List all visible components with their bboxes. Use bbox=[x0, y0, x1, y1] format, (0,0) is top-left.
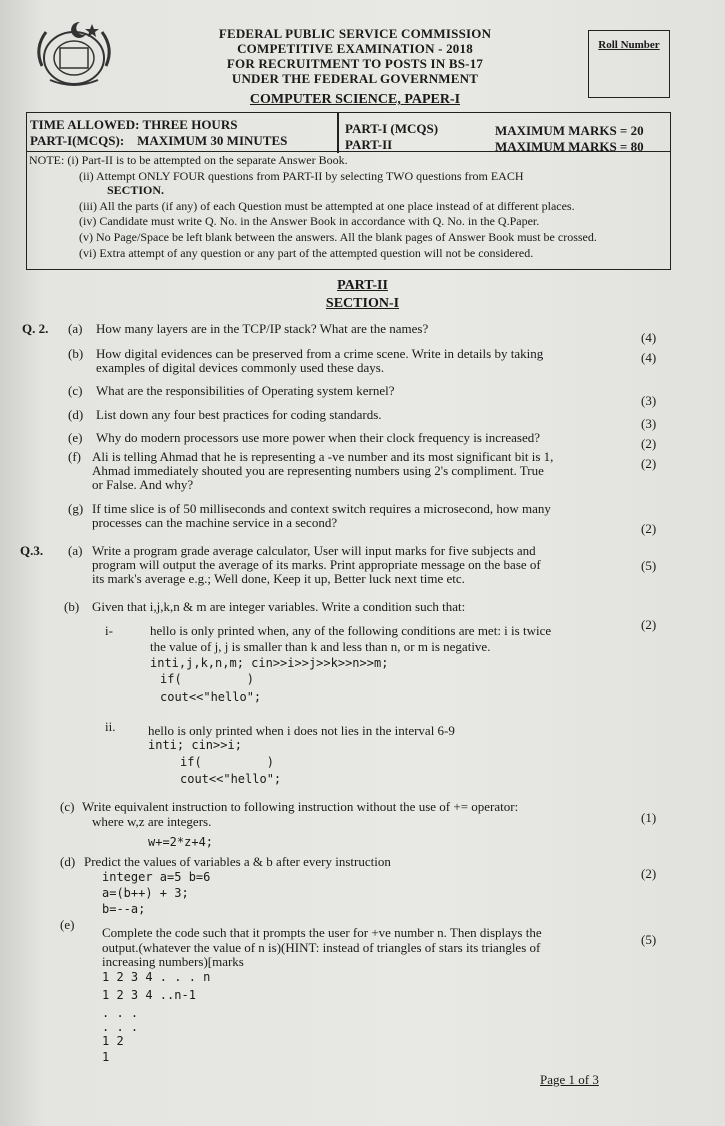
q3-number: Q.3. bbox=[20, 543, 44, 558]
q3e-output-6: 1 bbox=[102, 1050, 110, 1064]
q2-number: Q. 2. bbox=[22, 321, 49, 336]
q3d-code-1: integer a=5 b=6 bbox=[102, 870, 211, 884]
q3e-output-1: 1 2 3 4 . . . n bbox=[102, 970, 211, 984]
q3bii-label: ii. bbox=[105, 719, 116, 734]
q2g-label: (g) bbox=[68, 501, 84, 516]
q3d-text: Predict the values of variables a & b after every instruction bbox=[84, 854, 391, 869]
q2a-text: How many layers are in the TCP/IP stack? What are the names? bbox=[96, 321, 429, 336]
note-iv: (iv) Candidate must write Q. No. in the Answer Book in accordance with Q. No. in the Q.Paper. bbox=[79, 214, 540, 228]
q2g-marks: (2) bbox=[641, 521, 657, 536]
q2d-text: List down any four best practices for coding standards. bbox=[96, 407, 382, 422]
q3bii-code-3: cout<<"hello"; bbox=[180, 772, 282, 786]
notes-box bbox=[26, 152, 671, 270]
note-ii: (ii) Attempt ONLY FOUR questions from PART-II by selecting TWO questions from EACH bbox=[79, 169, 524, 183]
q2f-marks: (2) bbox=[641, 456, 657, 471]
header-line-1: FEDERAL PUBLIC SERVICE COMMISSION bbox=[218, 26, 492, 41]
time-marks-box bbox=[26, 112, 671, 152]
exam-header bbox=[140, 26, 570, 86]
q3bi-label: i- bbox=[105, 623, 113, 638]
part1-label: PART-I (MCQS) bbox=[345, 121, 439, 136]
q3bii-text: hello is only printed when i does not lies in the interval 6-9 bbox=[148, 723, 455, 738]
q3b-label: (b) bbox=[64, 599, 80, 614]
q3e-marks: (5) bbox=[641, 932, 657, 947]
q3e-output-5: 1 2 bbox=[102, 1034, 124, 1048]
q2a-marks: (4) bbox=[641, 330, 657, 345]
q2c-label: (c) bbox=[68, 383, 83, 398]
part-title: PART-II bbox=[337, 278, 388, 293]
q3bii-code-2: if( ) bbox=[180, 755, 274, 769]
q3b-marks: (2) bbox=[641, 617, 657, 632]
q3a-text-1: Write a program grade average calculator, User will input marks for five subjects and bbox=[92, 543, 536, 558]
header-line-4: UNDER THE FEDERAL GOVERNMENT bbox=[231, 71, 479, 86]
q3c-code: w+=2*z+4; bbox=[148, 835, 214, 849]
q2b-text-2: examples of digital devices commonly used these days. bbox=[96, 360, 385, 375]
q3a-text-3: its mark's average e.g.; Well done, Keep it up, Better luck next time etc. bbox=[92, 571, 465, 586]
q2g-text-2: processes can the machine service in a second? bbox=[92, 515, 338, 530]
q3e-label: (e) bbox=[60, 917, 75, 932]
note-iii: (iii) All the parts (if any) of each Question must be attempted at one place instead of at different places. bbox=[79, 199, 575, 213]
q3a-label: (a) bbox=[68, 543, 83, 558]
q3bii-code-1: inti; cin>>i; bbox=[148, 738, 242, 752]
q2b-text-1: How digital evidences can be preserved from a crime scene. Write in details by taking bbox=[96, 346, 544, 361]
q3e-text-3: increasing numbers)[marks bbox=[102, 954, 244, 969]
q3bi-text-2: the value of j, j is smaller than k and less than n, or m is negative. bbox=[150, 639, 491, 654]
q3e-output-4: . . . bbox=[102, 1020, 139, 1034]
q3b-text: Given that i,j,k,n & m are integer variables. Write a condition such that: bbox=[92, 599, 466, 614]
part1-time: PART-I(MCQS): MAXIMUM 30 MINUTES bbox=[30, 133, 288, 148]
q3c-label: (c) bbox=[60, 799, 75, 814]
q3d-code-3: b=--a; bbox=[102, 902, 146, 916]
q3a-text-2: program will output the average of its marks. Print appropriate message on the base of bbox=[92, 557, 541, 572]
q2f-text-3: or False. And why? bbox=[92, 477, 194, 492]
part2-label: PART-II bbox=[345, 137, 393, 152]
q3a-marks: (5) bbox=[641, 558, 657, 573]
q2f-text-1: Ali is telling Ahmad that he is representing a -ve number and its most significant bit is 1, bbox=[92, 449, 554, 464]
q2a-label: (a) bbox=[68, 321, 83, 336]
roll-number-box[interactable] bbox=[588, 30, 670, 98]
q2c-text: What are the responsibilities of Operating system kernel? bbox=[96, 383, 395, 398]
fpsc-emblem-icon bbox=[30, 18, 118, 90]
q2b-marks: (4) bbox=[641, 350, 657, 365]
q2e-marks: (2) bbox=[641, 436, 657, 451]
q2b-label: (b) bbox=[68, 346, 84, 361]
page-number: Page 1 of 3 bbox=[540, 1072, 599, 1087]
part2-marks: MAXIMUM MARKS = 80 bbox=[495, 139, 644, 154]
q2d-marks: (3) bbox=[641, 416, 657, 431]
header-line-3: FOR RECRUITMENT TO POSTS IN BS-17 bbox=[226, 56, 484, 71]
section-title: SECTION-I bbox=[325, 296, 400, 311]
q3d-label: (d) bbox=[60, 854, 76, 869]
q3e-output-2: 1 2 3 4 ..n-1 bbox=[102, 988, 196, 1002]
q3e-text-2: output.(whatever the value of n is)(HINT: instead of triangles of stars its triangles of bbox=[102, 940, 541, 955]
note-ii-cont: SECTION. bbox=[107, 183, 165, 197]
note-vi: (vi) Extra attempt of any question or any part of the attempted question will not be considered. bbox=[79, 246, 534, 260]
q3d-code-2: a=(b++) + 3; bbox=[102, 886, 189, 900]
q3c-text-1: Write equivalent instruction to following instruction without the use of += operator: bbox=[82, 799, 519, 814]
q3d-marks: (2) bbox=[641, 866, 657, 881]
q2e-label: (e) bbox=[68, 430, 83, 445]
q2c-marks: (3) bbox=[641, 393, 657, 408]
part1-marks: MAXIMUM MARKS = 20 bbox=[495, 123, 644, 138]
q3e-output-3: . . . bbox=[102, 1006, 139, 1020]
q3bi-code-3: cout<<"hello"; bbox=[160, 690, 262, 704]
subject-title: COMPUTER SCIENCE, PAPER-I bbox=[249, 92, 461, 107]
q3bi-code-1: inti,j,k,n,m; cin>>i>>j>>k>>n>>m; bbox=[150, 656, 389, 670]
time-allowed: TIME ALLOWED: THREE HOURS bbox=[30, 117, 238, 132]
q3c-marks: (1) bbox=[641, 810, 657, 825]
q3c-text-2: where w,z are integers. bbox=[92, 814, 212, 829]
q2f-label: (f) bbox=[68, 449, 81, 464]
q2d-label: (d) bbox=[68, 407, 84, 422]
note-v: (v) No Page/Space be left blank between the answers. All the blank pages of Answer Book must be crossed. bbox=[79, 230, 597, 244]
q3bi-text-1: hello is only printed when, any of the following conditions are met: i is twice bbox=[150, 623, 552, 638]
q3e-text-1: Complete the code such that it prompts the user for +ve number n. Then displays the bbox=[102, 925, 542, 940]
q3bi-code-2: if( ) bbox=[160, 672, 254, 686]
note-i: NOTE: (i) Part-II is to be attempted on the separate Answer Book. bbox=[29, 153, 348, 167]
q2g-text-1: If time slice is of 50 milliseconds and context switch requires a microsecond, how many bbox=[92, 501, 551, 516]
q2f-text-2: Ahmad immediately shouted you are representing numbers using 2's compliment. True bbox=[92, 463, 544, 478]
q2e-text: Why do modern processors use more power when their clock frequency is increased? bbox=[96, 430, 541, 445]
roll-number-label: Roll Number bbox=[598, 39, 660, 51]
header-line-2: COMPETITIVE EXAMINATION - 2018 bbox=[237, 41, 473, 56]
